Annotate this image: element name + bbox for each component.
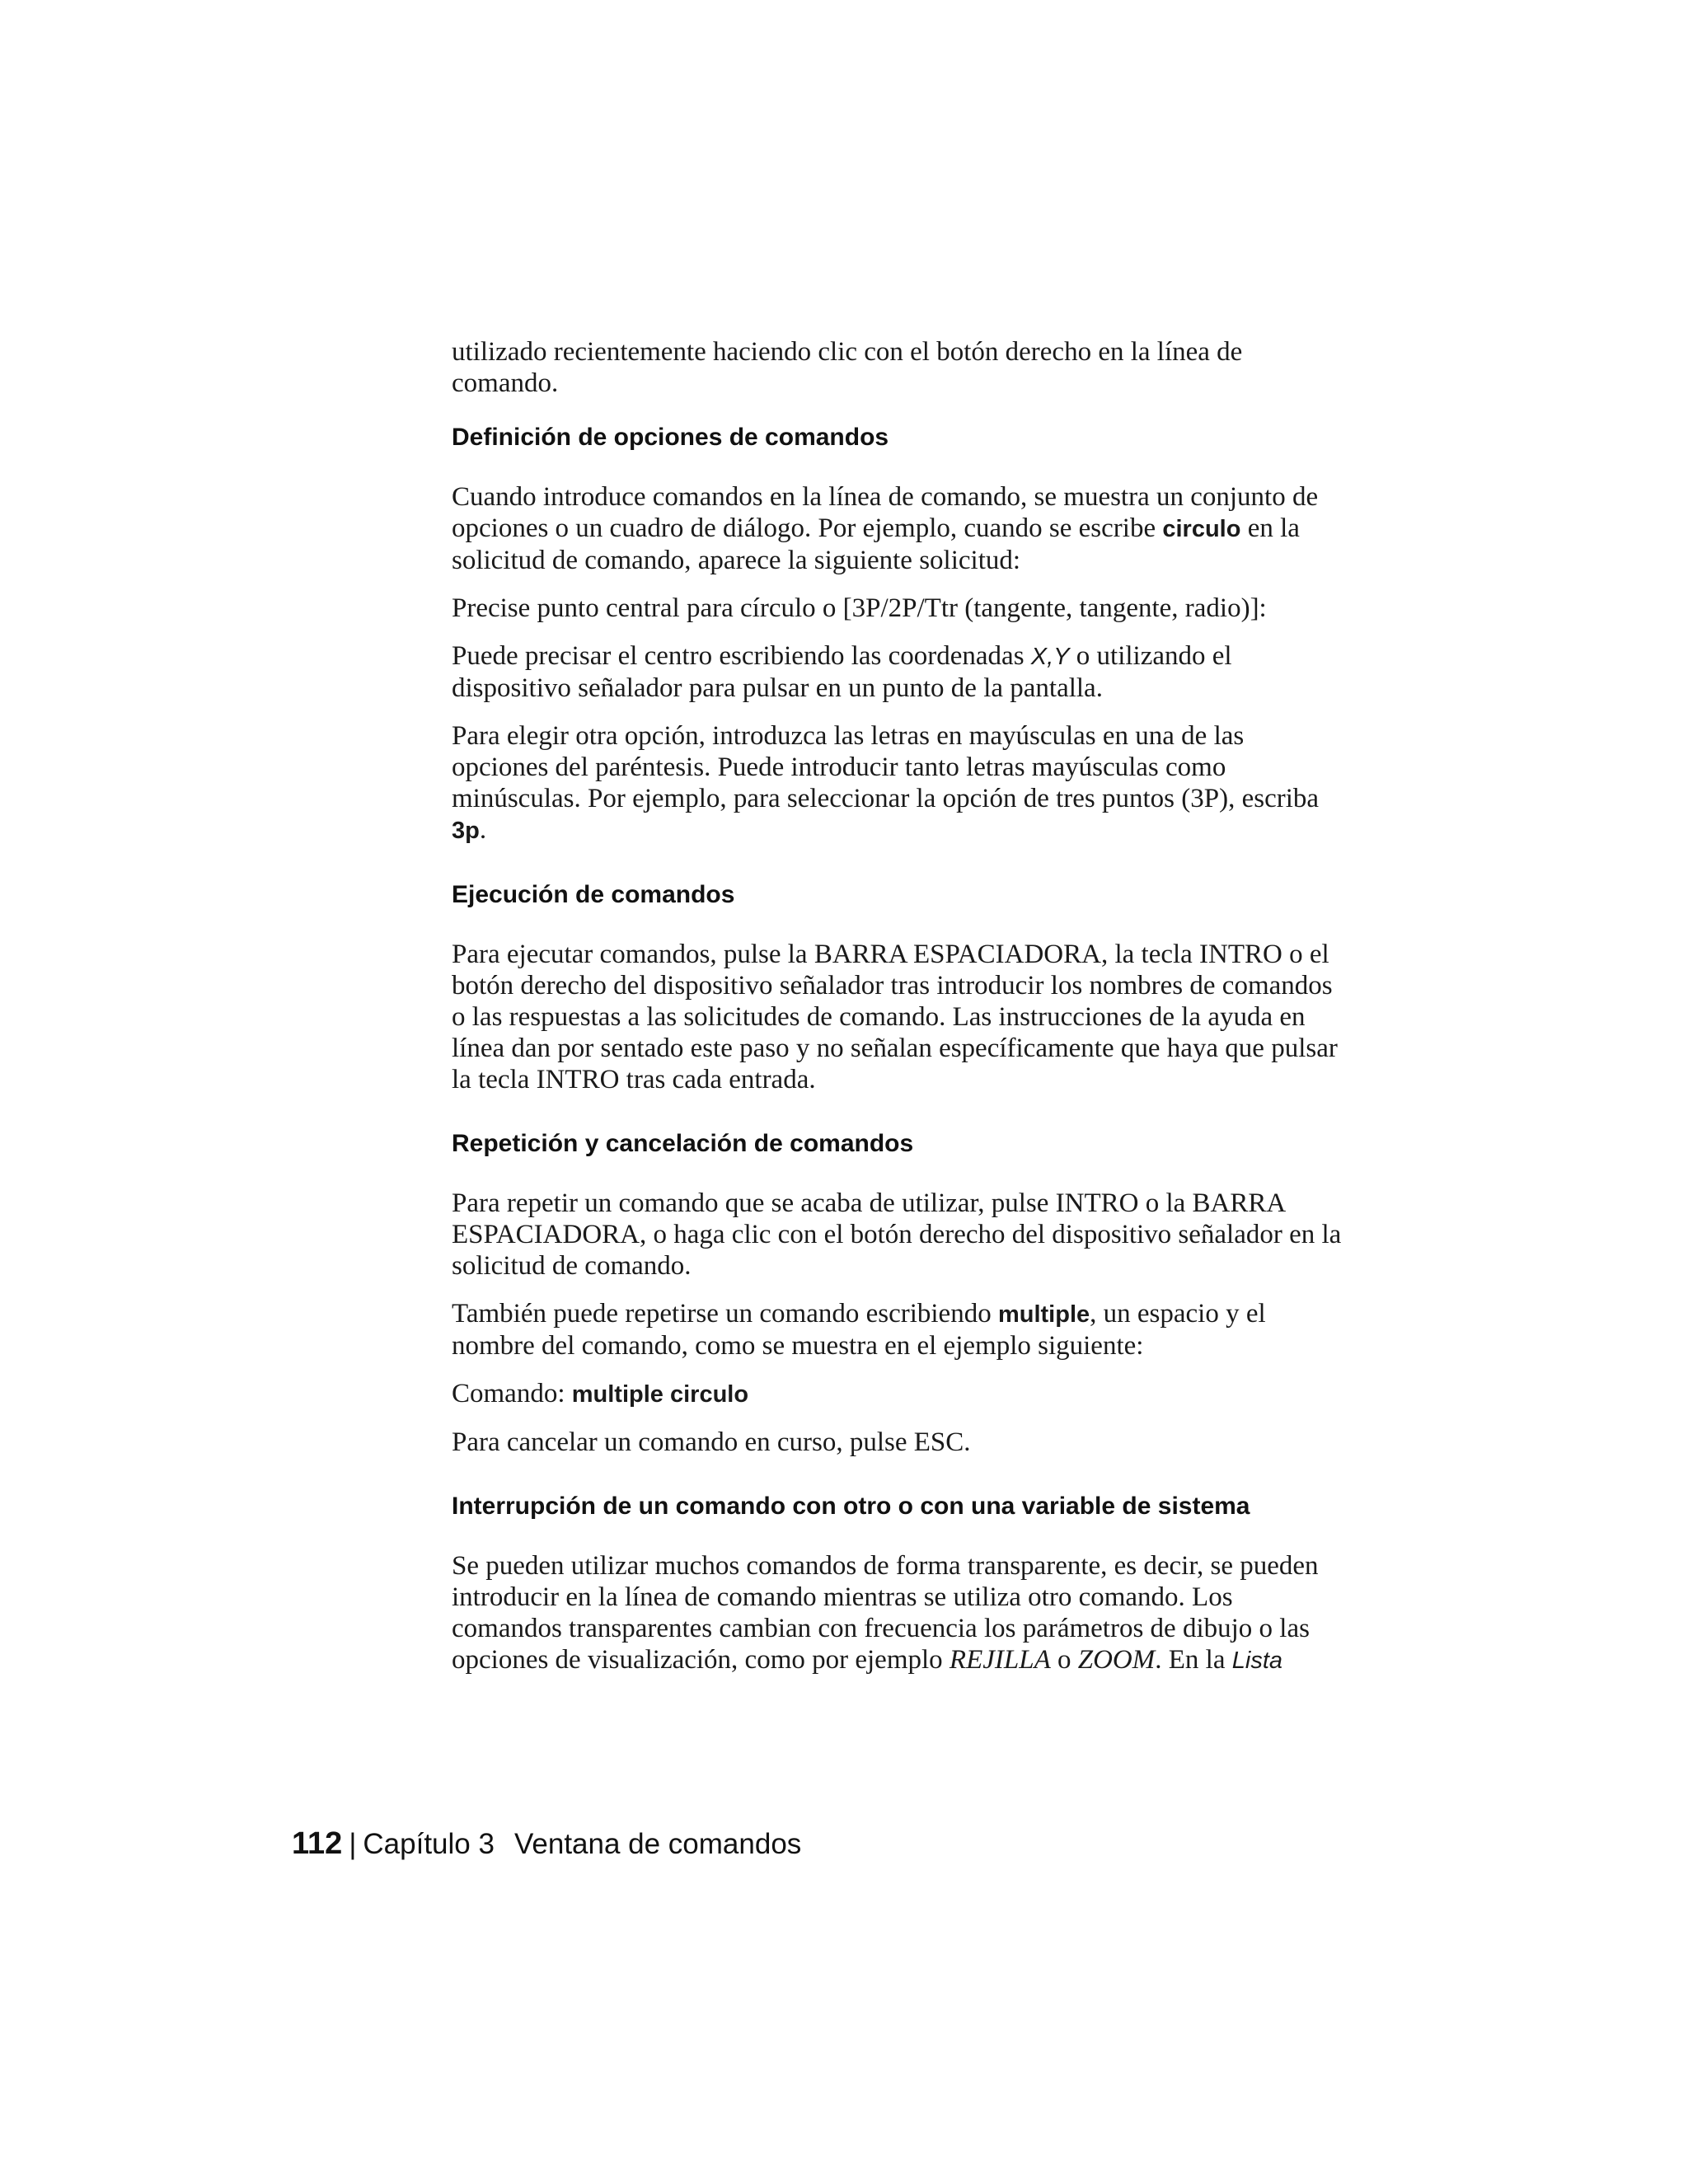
text-run: Para elegir otra opción, introduzca las letras en mayúsculas en una de las opciones del paréntesis. Puede introducir tanto letras mayúsculas como minúsculas. Por ejemplo, para seleccionar la opción de tres puntos (3P), escriba [452,721,1320,813]
text-run: o [1050,1645,1078,1675]
coordinates-xy: X,Y [1030,644,1070,670]
paragraph-elegir-opcion [452,720,1342,846]
example-command: multiple circulo [571,1381,749,1408]
paragraph-cancelar: Para cancelar un comando en curso, pulse ESC. [452,1427,971,1457]
command-circulo: circulo [1162,516,1241,542]
heading-interrupcion: Interrupción de un comando con otro o con una variable de sistema [452,1493,1250,1520]
paragraph-repetir-comando: Para repetir un comando que se acaba de utilizar, pulse INTRO o la BARRA ESPACIADORA, o haga clic con el botón derecho del dispositivo señalador en la solicitud de comando. [452,1188,1342,1281]
footer-separator: | [349,1828,357,1860]
text-run: También puede repetirse un comando escribiendo [452,1299,998,1329]
paragraph-precisar-centro [452,640,1342,704]
heading-repeticion-cancelacion: Repetición y cancelación de comandos [452,1130,914,1157]
reference-lista: Lista [1231,1647,1283,1674]
body-text [452,336,1342,1693]
text-run: Se pueden utilizar muchos comandos de forma transparente, es decir, se pueden introducir en la línea de comando mientras se utiliza otro comando. Los comandos transparentes cambian con frecuencia los parámetros de dibujo o las opciones de visualización, como por ejemplo [452,1551,1319,1675]
command-prompt-example: Precise punto central para círculo o [3P/2P/Ttr (tangente, tangente, radio)]: [452,593,1267,623]
text-run: . En la [1155,1645,1232,1675]
command-multiple: multiple [997,1301,1090,1328]
heading-ejecucion-comandos: Ejecución de comandos [452,881,735,908]
command-rejilla: REJILLA [949,1645,1051,1675]
command-3p: 3p [452,818,480,844]
chapter-title: Ventana de comandos [513,1828,802,1860]
paragraph-ejecutar-comandos: Para ejecutar comandos, pulse la BARRA ESPACIADORA, la tecla INTRO o el botón derecho del dispositivo señalador tras introducir los nombres de comandos o las respuestas a las solicitudes de comando. Las instrucciones de la ayuda en línea dan por sentado este paso y no señalan específicamente que haya que pulsar la tecla INTRO tras cada entrada. [452,940,1338,1094]
text-run: o utilizando el dispositivo señalador para pulsar en un punto de la pantalla. [452,641,1232,703]
text-run: . [479,815,487,845]
command-zoom: ZOOM [1077,1645,1156,1675]
example-label: Comando: [452,1379,572,1408]
chapter-label: Capítulo 3 [363,1828,495,1860]
page-number: 112 [292,1826,343,1861]
text-run: en la solicitud de comando, aparece la siguiente solicitud: [452,513,1300,575]
paragraph-multiple [452,1298,1342,1361]
text-run: Cuando introduce comandos en la línea de comando, se muestra un conjunto de opciones o un cuadro de diálogo. Por ejemplo, cuando se escribe [452,482,1319,543]
page-footer [292,1826,801,1862]
text-run: Puede precisar el centro escribiendo las coordenadas [452,641,1031,671]
text-run: , un espacio y el nombre del comando, como se muestra en el ejemplo siguiente: [452,1299,1266,1361]
paragraph-transparentes [452,1550,1342,1676]
paragraph-opciones-intro [452,481,1342,576]
command-example-multiple-circulo [452,1378,1342,1410]
intro-continuation: utilizado recientemente haciendo clic con el botón derecho en la línea de comando. [452,337,1243,398]
heading-definicion-opciones: Definición de opciones de comandos [452,424,889,451]
